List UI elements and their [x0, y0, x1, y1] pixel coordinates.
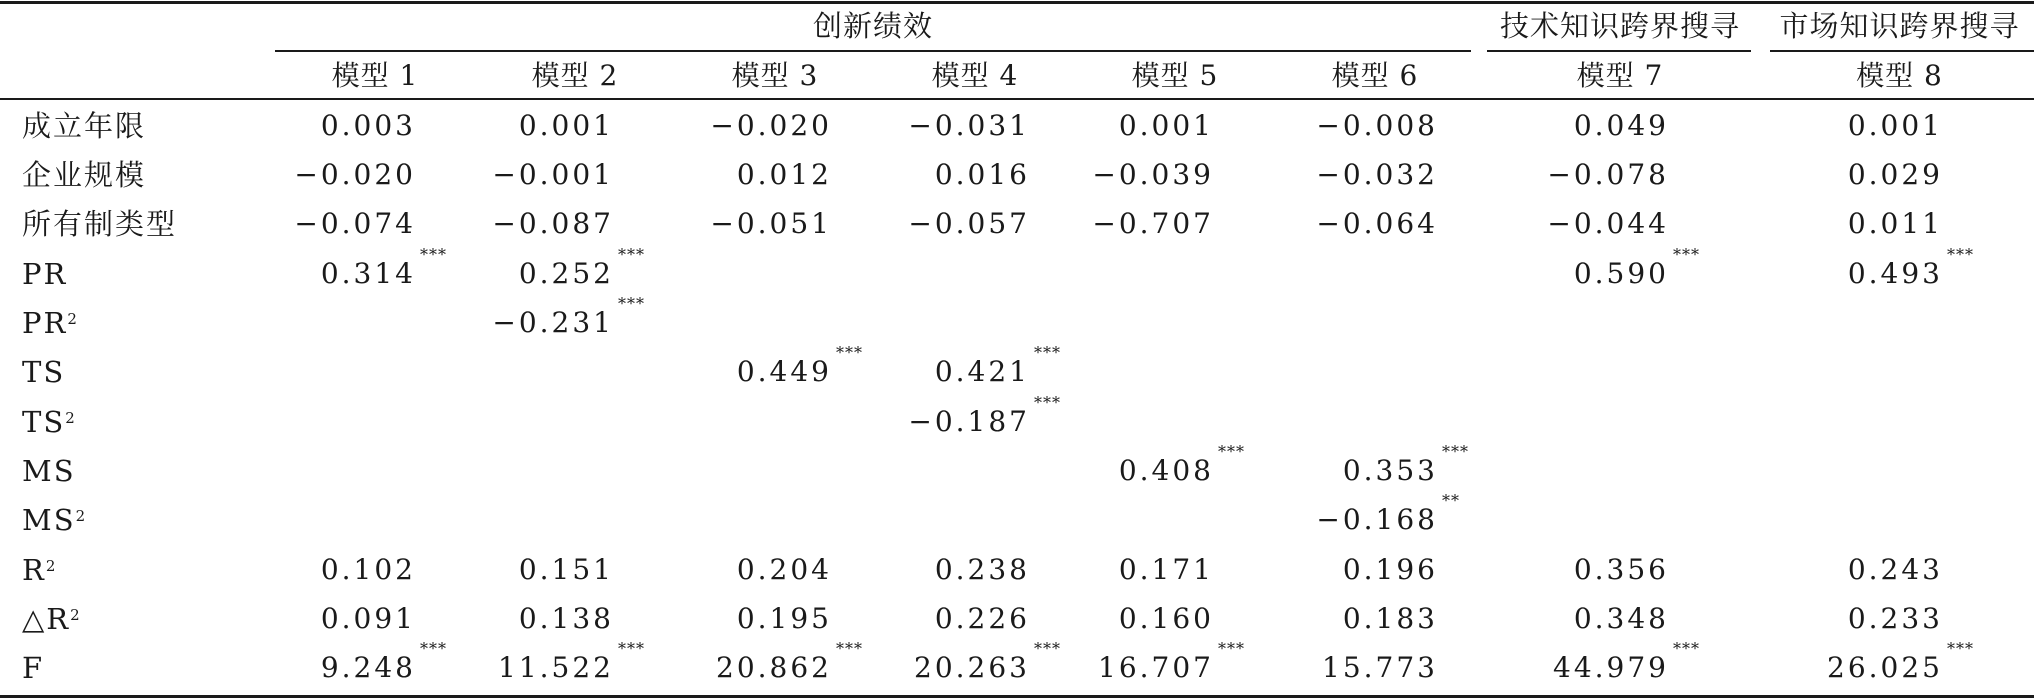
- table-cell: [1238, 491, 1498, 540]
- cell-value: 0.226: [934, 602, 1030, 635]
- table-cell: [1469, 599, 1729, 639]
- cell-value: 0.204: [736, 553, 832, 586]
- significance-marker: ***: [1218, 442, 1245, 461]
- cell-value: −0.032: [1316, 158, 1438, 191]
- cell-value: 0.348: [1573, 602, 1669, 635]
- table-cell: [1238, 550, 1498, 590]
- cell-value: 0.243: [1847, 553, 1943, 586]
- table-cell: [1469, 639, 1729, 688]
- cell-value: 0.049: [1573, 109, 1669, 142]
- cell-value: 0.238: [934, 553, 1030, 586]
- significance-marker: ***: [1034, 343, 1061, 362]
- significance-marker: ***: [618, 639, 645, 658]
- significance-marker: ***: [618, 294, 645, 313]
- significance-marker: ***: [420, 245, 447, 264]
- table-cell: [1014, 155, 1274, 195]
- table-cell: [1743, 106, 2003, 146]
- cell-value: 0.195: [736, 602, 832, 635]
- table-cell: [1238, 204, 1498, 244]
- significance-marker: ***: [1673, 639, 1700, 658]
- table-cell: [1014, 599, 1274, 639]
- cell-value: −0.020: [294, 158, 416, 191]
- row-label-text: △R: [22, 602, 71, 636]
- row-label-text: TS: [22, 355, 66, 389]
- row-label-superscript: 2: [75, 507, 86, 525]
- cell-value: 15.773: [1322, 651, 1438, 684]
- significance-marker: ***: [1673, 245, 1700, 264]
- cell-value: 0.029: [1847, 158, 1943, 191]
- row-label-text: R: [22, 553, 46, 587]
- model-header-6: 模型 6: [1331, 59, 1419, 92]
- table-cell: [1743, 155, 2003, 195]
- significance-marker: ***: [1034, 393, 1061, 412]
- row-label: [22, 254, 67, 294]
- row-label-superscript: 2: [67, 310, 77, 328]
- row-label: [22, 352, 65, 392]
- cell-value: 0.353: [1342, 454, 1438, 487]
- model-header-8: 模型 8: [1856, 59, 1943, 92]
- cell-value: −0.087: [492, 207, 614, 240]
- table-cell: [1238, 648, 1498, 688]
- row-label: [22, 204, 177, 244]
- row-label-superscript: 2: [65, 409, 75, 427]
- significance-marker: **: [1442, 491, 1460, 510]
- row-label: [22, 451, 76, 491]
- row-label-text: 企业规模: [22, 158, 147, 192]
- row-label-text: TS: [22, 405, 66, 439]
- table-cell: [830, 343, 1090, 392]
- cell-value: −0.168: [1316, 503, 1438, 536]
- row-label: [22, 106, 146, 146]
- table-cell: [1014, 204, 1274, 244]
- cell-value: 0.012: [736, 158, 832, 191]
- cell-value: −0.187: [908, 405, 1030, 438]
- cell-value: 0.001: [1118, 109, 1214, 142]
- cell-value: 0.408: [1118, 454, 1214, 487]
- row-label-text: MS: [22, 503, 76, 537]
- row-label: [22, 155, 146, 195]
- table-cell: [1014, 442, 1274, 491]
- cell-value: 44.979: [1553, 651, 1669, 684]
- cell-value: 0.493: [1847, 257, 1943, 290]
- cell-value: 0.252: [518, 257, 614, 290]
- bottom-rule: [0, 695, 2034, 698]
- cell-value: 0.001: [1847, 109, 1943, 142]
- cell-value: 0.016: [934, 158, 1030, 191]
- cell-value: 0.183: [1342, 602, 1438, 635]
- cell-value: −0.031: [908, 109, 1030, 142]
- cell-value: 0.091: [320, 602, 416, 635]
- row-label: [22, 303, 77, 343]
- cell-value: 0.102: [320, 553, 416, 586]
- cell-value: 0.356: [1573, 553, 1669, 586]
- table-cell: [1014, 106, 1274, 146]
- row-label-text: 所有制类型: [22, 207, 178, 241]
- group-header-innovation-performance: 创新绩效: [812, 9, 933, 43]
- table-cell: [1238, 106, 1498, 146]
- cell-value: −0.231: [492, 306, 614, 339]
- model-header-4: 模型 4: [931, 59, 1019, 92]
- table-cell: [414, 294, 674, 343]
- model-header-5: 模型 5: [1131, 59, 1219, 92]
- significance-marker: ***: [1947, 639, 1974, 658]
- cell-value: 9.248: [320, 651, 416, 684]
- cell-value: 0.138: [518, 602, 614, 635]
- cell-value: −0.051: [710, 207, 832, 240]
- cell-value: −0.707: [1092, 207, 1214, 240]
- table-cell: [1014, 550, 1274, 590]
- row-label-text: PR: [22, 306, 68, 340]
- row-label-text: PR: [22, 257, 68, 291]
- significance-marker: ***: [836, 343, 863, 362]
- row-label-superscript: 2: [45, 557, 56, 575]
- table-cell: [1469, 155, 1729, 195]
- table-cell: [1743, 550, 2003, 590]
- row-label-superscript: 2: [70, 606, 80, 624]
- table-cell: [414, 245, 674, 294]
- significance-marker: ***: [1034, 639, 1061, 658]
- group-header-tech-knowledge-search: 技术知识跨界搜寻: [1499, 9, 1740, 43]
- significance-marker: ***: [1947, 245, 1974, 264]
- table-cell: [1238, 442, 1498, 491]
- cell-value: 0.233: [1847, 602, 1943, 635]
- table-cell: [1238, 155, 1498, 195]
- table-cell: [830, 393, 1090, 442]
- group-underline-market: [1770, 50, 2034, 52]
- cell-value: 0.196: [1342, 553, 1438, 586]
- group-underline-innovation: [275, 50, 1471, 52]
- row-label-text: F: [22, 651, 45, 685]
- cell-value: 0.160: [1118, 602, 1214, 635]
- cell-value: 0.449: [736, 355, 832, 388]
- cell-value: 20.263: [914, 651, 1030, 684]
- cell-value: −0.064: [1316, 207, 1438, 240]
- cell-value: −0.078: [1547, 158, 1669, 191]
- model-header-7: 模型 7: [1576, 59, 1664, 92]
- significance-marker: ***: [1218, 639, 1245, 658]
- table-cell: [1469, 550, 1729, 590]
- table-cell: [1743, 204, 2003, 244]
- cell-value: 20.862: [716, 651, 832, 684]
- significance-marker: ***: [618, 245, 645, 264]
- cell-value: 0.151: [518, 553, 614, 586]
- table-cell: [1743, 245, 2003, 294]
- row-label-text: 成立年限: [22, 109, 147, 143]
- cell-value: 0.003: [320, 109, 416, 142]
- significance-marker: ***: [1442, 442, 1469, 461]
- cell-value: 0.011: [1847, 207, 1943, 240]
- cell-value: −0.001: [492, 158, 614, 191]
- row-label: [22, 550, 55, 590]
- cell-value: −0.008: [1316, 109, 1438, 142]
- model-header-3: 模型 3: [731, 59, 819, 92]
- cell-value: 0.421: [934, 355, 1030, 388]
- group-header-market-knowledge-search: 市场知识跨界搜寻: [1779, 9, 2020, 43]
- group-underline-tech: [1487, 50, 1751, 52]
- model-header-1: 模型 1: [331, 59, 419, 92]
- table-cell: [1238, 599, 1498, 639]
- cell-value: 0.171: [1118, 553, 1214, 586]
- cell-value: −0.039: [1092, 158, 1214, 191]
- row-label-text: MS: [22, 454, 76, 488]
- table-cell: [1469, 204, 1729, 244]
- cell-value: −0.074: [294, 207, 416, 240]
- table-cell: [1014, 639, 1274, 688]
- cell-value: −0.020: [710, 109, 832, 142]
- top-rule: [0, 1, 2034, 4]
- row-label: [22, 402, 75, 442]
- table-cell: [1469, 245, 1729, 294]
- cell-value: −0.044: [1547, 207, 1669, 240]
- row-label: [22, 599, 80, 639]
- row-label: [22, 500, 85, 540]
- significance-marker: ***: [420, 639, 447, 658]
- header-rule: [0, 98, 2034, 100]
- significance-marker: ***: [836, 639, 863, 658]
- model-header-2: 模型 2: [531, 59, 619, 92]
- cell-value: 0.314: [320, 257, 416, 290]
- cell-value: 0.590: [1573, 257, 1669, 290]
- table-cell: [1469, 106, 1729, 146]
- table-cell: [1743, 639, 2003, 688]
- row-label: [22, 648, 44, 688]
- cell-value: 16.707: [1098, 651, 1214, 684]
- cell-value: 26.025: [1827, 651, 1943, 684]
- table-cell: [1743, 599, 2003, 639]
- cell-value: 11.522: [498, 651, 614, 684]
- cell-value: −0.057: [908, 207, 1030, 240]
- cell-value: 0.001: [518, 109, 614, 142]
